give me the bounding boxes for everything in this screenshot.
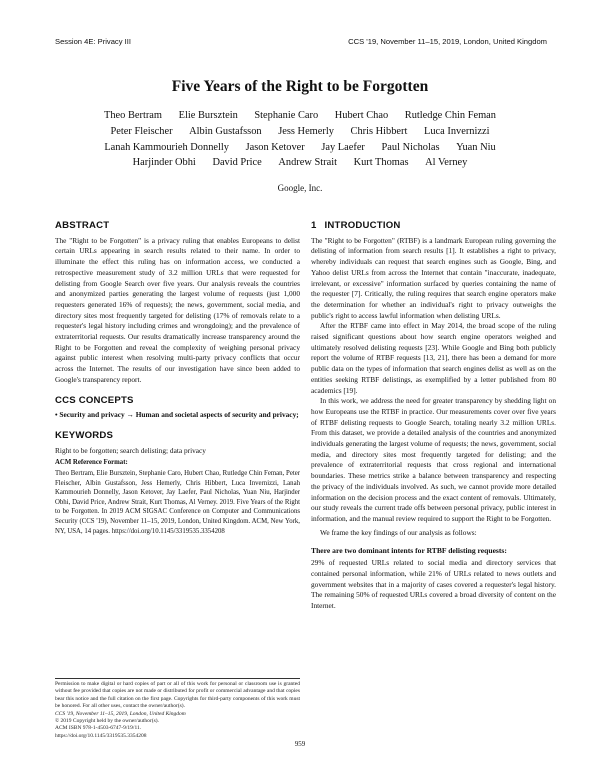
abstract-heading: ABSTRACT xyxy=(55,220,110,231)
affiliation: Google, Inc. xyxy=(277,183,323,193)
author-name: Albin Gustafsson xyxy=(189,125,262,137)
author-name: Harjinder Obhi xyxy=(132,157,196,169)
copyright-footnote xyxy=(55,678,300,740)
reference-heading: ACM Reference Format: xyxy=(55,459,128,467)
author-name: Al Verney xyxy=(425,157,468,169)
author-name: Luca Invernizzi xyxy=(424,125,490,137)
left-column xyxy=(55,221,300,536)
footnote-isbn: ACM ISBN 978-1-4503-6747-9/19/11. xyxy=(55,725,142,732)
right-column xyxy=(311,221,556,612)
running-header-session: Session 4E: Privacy III xyxy=(55,37,131,46)
ccs-concept: • Security and privacy → Human and societal aspects of security and privacy; xyxy=(55,410,299,420)
abstract-text: The "Right to be Forgotten" is a privacy ruling that enables Europeans to delist certain URLs appearing in search results related to their name. In order to illuminate the effect this ruling has on information access, we conducted a retrospective measurement study of 3.2 million URLs that were requested for delisting from Google Search over five years. Our analysis reveals the countries and anonymized parties generating the largest volume of requests (just 1,000 requesters generated 16% of requests); the news, government, social media, and directory sites most frequently targeted for delisting (17% of removals relate to a requester's legal history including crimes and wrongdoing); and the prevalence of extraterritorial requests. Our results dramatically increase transparency around the Right to be Forgotten and reveal the complexity of weighing personal privacy against public interest when resolving multi-party privacy conflicts that occur across the Internet. The results of our investigation have since been added to Google's transparency report. xyxy=(55,235,300,384)
author-name: Andrew Strait xyxy=(278,157,337,169)
page-number: 959 xyxy=(294,740,306,748)
author-list xyxy=(60,108,540,171)
author-line xyxy=(60,108,540,124)
author-name: Rutledge Chin Feman xyxy=(404,110,496,121)
footnote-doi: https://doi.org/10.1145/3319535.3354208 xyxy=(55,732,147,739)
footnote-rule xyxy=(55,678,300,679)
author-name: Lanah Kammourieh Donnelly xyxy=(104,141,229,153)
finding-text: 29% of requested URLs related to social media and directory services that contained personal information, while 21% of URLs related to news outlets and government websites that in a majority of cases covered a requester's legal history. The remaining 50% of requested URLs covered a broad diversity of content on the Internet. xyxy=(311,558,556,610)
author-name: Stephanie Caro xyxy=(254,110,319,121)
footnote-copyright: © 2019 Copyright held by the owner/author(s). xyxy=(55,718,159,725)
author-name: Paul Nicholas xyxy=(381,141,440,153)
author-name: Elie Bursztein xyxy=(178,110,238,121)
keywords-heading: KEYWORDS xyxy=(55,429,114,441)
author-line xyxy=(60,140,540,156)
ccs-heading: CCS CONCEPTS xyxy=(55,394,134,406)
author-name: Chris Hibbert xyxy=(350,125,408,137)
running-header-conference: CCS '19, November 11–15, 2019, London, United Kingdom xyxy=(348,37,547,46)
author-name: David Price xyxy=(212,157,262,169)
author-name: Jason Ketover xyxy=(245,141,305,153)
author-line xyxy=(60,155,540,171)
footnote-conference: CCS '19, November 11–15, 2019, London, United Kingdom xyxy=(55,710,186,717)
permission-notice: Permission to make digital or hard copies of part or all of this work for personal or classroom use is granted without fee provided that copies are not made or distributed for profit or commercial advantage and that copies bear this notice and the full citation on the first page. Copyrights for third-party components of this work must be honored. For all other uses, contact the owner/author(s). xyxy=(55,681,300,710)
intro-paragraph: In this work, we address the need for greater transparency by shedding light on how Europeans use the RTBF in practice. Our measurements cover over five years of RTBF delisting requests to Google Search, totaling nearly 3.2 million URLs. From this dataset, we provide a detailed analysis of the countries and anonymized individuals generating the largest volume of requests; the news, government, social media, and directory sites most frequently targeted for delisting; and the prevalence of extraterritorial requests that cross regional and international boundaries. These metrics strike a balance between transparency and respecting the privacy of the individuals involved. As such, we cannot provide more detailed information on the decision process and the exact content of removals. Ultimately, our study reveals the current trade offs between personal privacy, public interest in information, and the manual review required to support the Right to be Forgotten. xyxy=(311,396,556,523)
author-name: Kurt Thomas xyxy=(353,157,409,169)
intro-paragraph: After the RTBF came into effect in May 2014, the broad scope of the ruling raised significant questions about how search engine operators weighed and ultimately resolved delisting requests [23]. While Google and Bing both publicly report the volume of RTBF requests [13, 21], there has been a demand for more public data on the types of information that search engines delist as well as on the entities seeking RTBF delistings, as exemplified by a letter published from 80 academics [19]. xyxy=(311,321,556,395)
author-name: Jess Hemerly xyxy=(278,125,334,137)
paper-title: Five Years of the Right to be Forgotten xyxy=(171,78,429,95)
finding-heading: There are two dominant intents for RTBF delisting requests: xyxy=(311,546,507,556)
author-name: Yuan Niu xyxy=(456,141,496,153)
author-name: Theo Bertram xyxy=(104,110,163,121)
author-name: Hubert Chao xyxy=(334,110,389,121)
author-name: Peter Fleischer xyxy=(110,125,173,137)
intro-paragraph: The "Right to be Forgotten" (RTBF) is a landmark European ruling governing the delisting of information from search results [1]. It establishes a right to privacy, whereby individuals can request that search engines such as Google, Bing, and Yahoo delist URLs from across the Internet that contain "inaccurate, inadequate, irrelevant, or excessive" information surfaced by queries containing the name of the requester [7]. Critically, the ruling requires that search engine operators make the determination for whether an individual's right to privacy outweighs the public's right to access lawful information when delisting URLs. xyxy=(311,235,556,320)
introduction-heading: 1 INTRODUCTION xyxy=(311,220,401,231)
keywords-text: Right to be forgotten; search delisting; data privacy xyxy=(55,445,206,455)
author-name: Jay Laefer xyxy=(321,141,365,153)
reference-text: Theo Bertram, Elie Bursztein, Stephanie Caro, Hubert Chao, Rutledge Chin Feman, Peter Fleischer, Albin Gustafsson, Jess Hemerly, Chris Hibbert, Luca Invernizzi, Lanah Kammourieh Donnelly, Jason Ketover, Jay Laefer, Paul Nicholas, Yuan Niu, Harjinder Obhi, David Price, Andrew Strait, Kurt Thomas, Al Verney. 2019. Five Years of the Right to be Forgotten. In 2019 ACM SIGSAC Conference on Computer and Communications Security (CCS '19), November 11–15, 2019, London, United Kingdom. ACM, New York, NY, USA, 14 pages. https://doi.org/10.1145/3319535.3354208 xyxy=(55,470,300,535)
intro-paragraph: We frame the key findings of our analysis as follows: xyxy=(320,527,477,537)
author-line xyxy=(60,124,540,140)
